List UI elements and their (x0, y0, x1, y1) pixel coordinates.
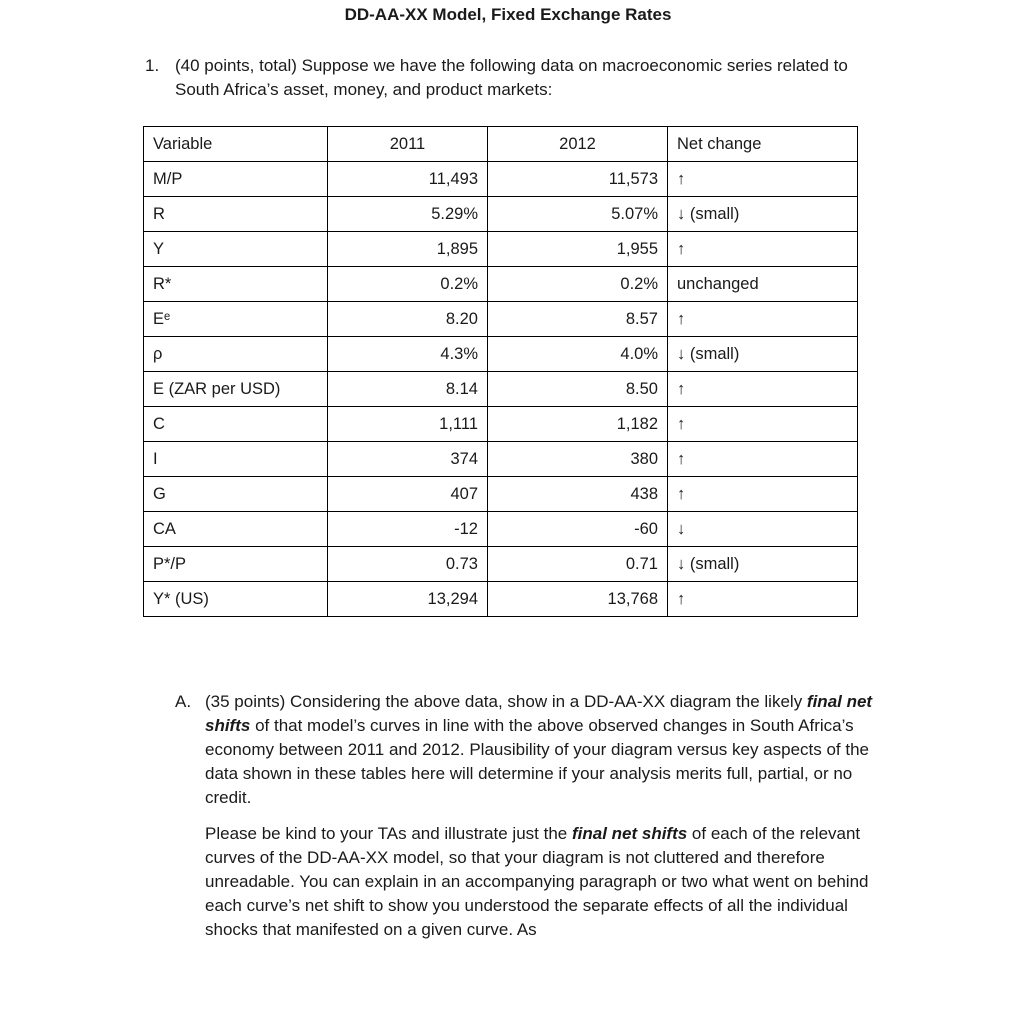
table-row (144, 372, 858, 407)
cell-change: ↓ (small) (668, 337, 858, 372)
cell-2011: 8.14 (328, 372, 488, 407)
header-2011: 2011 (328, 127, 488, 162)
table-row (144, 162, 858, 197)
cell-change: ↑ (668, 442, 858, 477)
part-a-p2-emphasis: final net shifts (571, 824, 688, 843)
table-row (144, 302, 858, 337)
table-row (144, 477, 858, 512)
cell-2012: -60 (488, 512, 668, 547)
cell-2011: 0.2% (328, 267, 488, 302)
cell-2011: 4.3% (328, 337, 488, 372)
table-row (144, 547, 858, 582)
cell-2012: 438 (488, 477, 668, 512)
cell-2012: 8.50 (488, 372, 668, 407)
cell-2012: 0.71 (488, 547, 668, 582)
cell-2012: 8.57 (488, 302, 668, 337)
page-title: DD-AA-XX Model, Fixed Exchange Rates (344, 5, 672, 24)
header-variable: Variable (144, 127, 328, 162)
table-row (144, 512, 858, 547)
cell-2012: 11,573 (488, 162, 668, 197)
header-2012: 2012 (488, 127, 668, 162)
cell-variable: I (144, 442, 328, 477)
cell-change: ↑ (668, 232, 858, 267)
cell-variable: Y (144, 232, 328, 267)
cell-2011: 374 (328, 442, 488, 477)
table-row (144, 407, 858, 442)
cell-change: ↓ (small) (668, 547, 858, 582)
cell-2011: 0.73 (328, 547, 488, 582)
part-a-paragraph-2 (205, 822, 875, 942)
cell-2012: 4.0% (488, 337, 668, 372)
cell-2012: 5.07% (488, 197, 668, 232)
cell-change: unchanged (668, 267, 858, 302)
part-a-p1-text: (35 points) Considering the above data, show in a DD-AA-XX diagram the likely (205, 692, 807, 711)
part-a-paragraph-1 (205, 690, 875, 810)
cell-variable: ρ (144, 337, 328, 372)
table-row (144, 442, 858, 477)
cell-2012: 380 (488, 442, 668, 477)
cell-variable: G (144, 477, 328, 512)
cell-variable: C (144, 407, 328, 442)
table-row (144, 232, 858, 267)
cell-2012: 13,768 (488, 582, 668, 617)
cell-change: ↓ (small) (668, 197, 858, 232)
part-a-p2-text: Please be kind to your TAs and illustrate just the (205, 824, 572, 843)
cell-change: ↑ (668, 162, 858, 197)
cell-change: ↑ (668, 582, 858, 617)
cell-variable: Eᵉ (144, 302, 328, 337)
cell-2011: 407 (328, 477, 488, 512)
cell-2012: 1,955 (488, 232, 668, 267)
cell-2011: 11,493 (328, 162, 488, 197)
table-row (144, 582, 858, 617)
cell-change: ↑ (668, 477, 858, 512)
table-row (144, 197, 858, 232)
part-a (175, 690, 875, 954)
cell-variable: CA (144, 512, 328, 547)
table-row (144, 337, 858, 372)
header-net-change: Net change (668, 127, 858, 162)
part-a-p2-text-2: of each of the relevant curves of the DD-AA-XX model, so that your diagram is not cluttered and therefore unreadable. You can explain in an accompanying paragraph or two what went on behind each curve’s net shift to show you understood the separate effects of all the individual shocks that manifested on a given curve. As (205, 824, 869, 939)
cell-2011: 5.29% (328, 197, 488, 232)
question-1 (145, 54, 865, 102)
cell-variable: M/P (144, 162, 328, 197)
table-header-row (144, 127, 858, 162)
cell-2011: 1,111 (328, 407, 488, 442)
cell-variable: Y* (US) (144, 582, 328, 617)
cell-change: ↓ (668, 512, 858, 547)
cell-variable: P*/P (144, 547, 328, 582)
cell-variable: E (ZAR per USD) (144, 372, 328, 407)
part-a-p1-emphasis: final net shifts (205, 692, 873, 735)
cell-2011: 13,294 (328, 582, 488, 617)
cell-change: ↑ (668, 372, 858, 407)
cell-change: ↑ (668, 407, 858, 442)
data-table (143, 126, 858, 617)
cell-2012: 1,182 (488, 407, 668, 442)
cell-2012: 0.2% (488, 267, 668, 302)
question-text: (40 points, total) Suppose we have the following data on macroeconomic series related to South Africa’s asset, money, and product markets: (175, 56, 848, 99)
part-a-p1-text-2: of that model’s curves in line with the above observed changes in South Africa’s economy between 2011 and 2012. Plausibility of your diagram versus key aspects of the data shown in these tables here will determine if your analysis merits full, partial, or no credit. (205, 716, 870, 807)
question-number: 1. (145, 56, 160, 75)
cell-2011: -12 (328, 512, 488, 547)
part-a-label: A. (175, 692, 192, 711)
cell-2011: 1,895 (328, 232, 488, 267)
cell-variable: R* (144, 267, 328, 302)
cell-change: ↑ (668, 302, 858, 337)
cell-2011: 8.20 (328, 302, 488, 337)
table-row (144, 267, 858, 302)
cell-variable: R (144, 197, 328, 232)
